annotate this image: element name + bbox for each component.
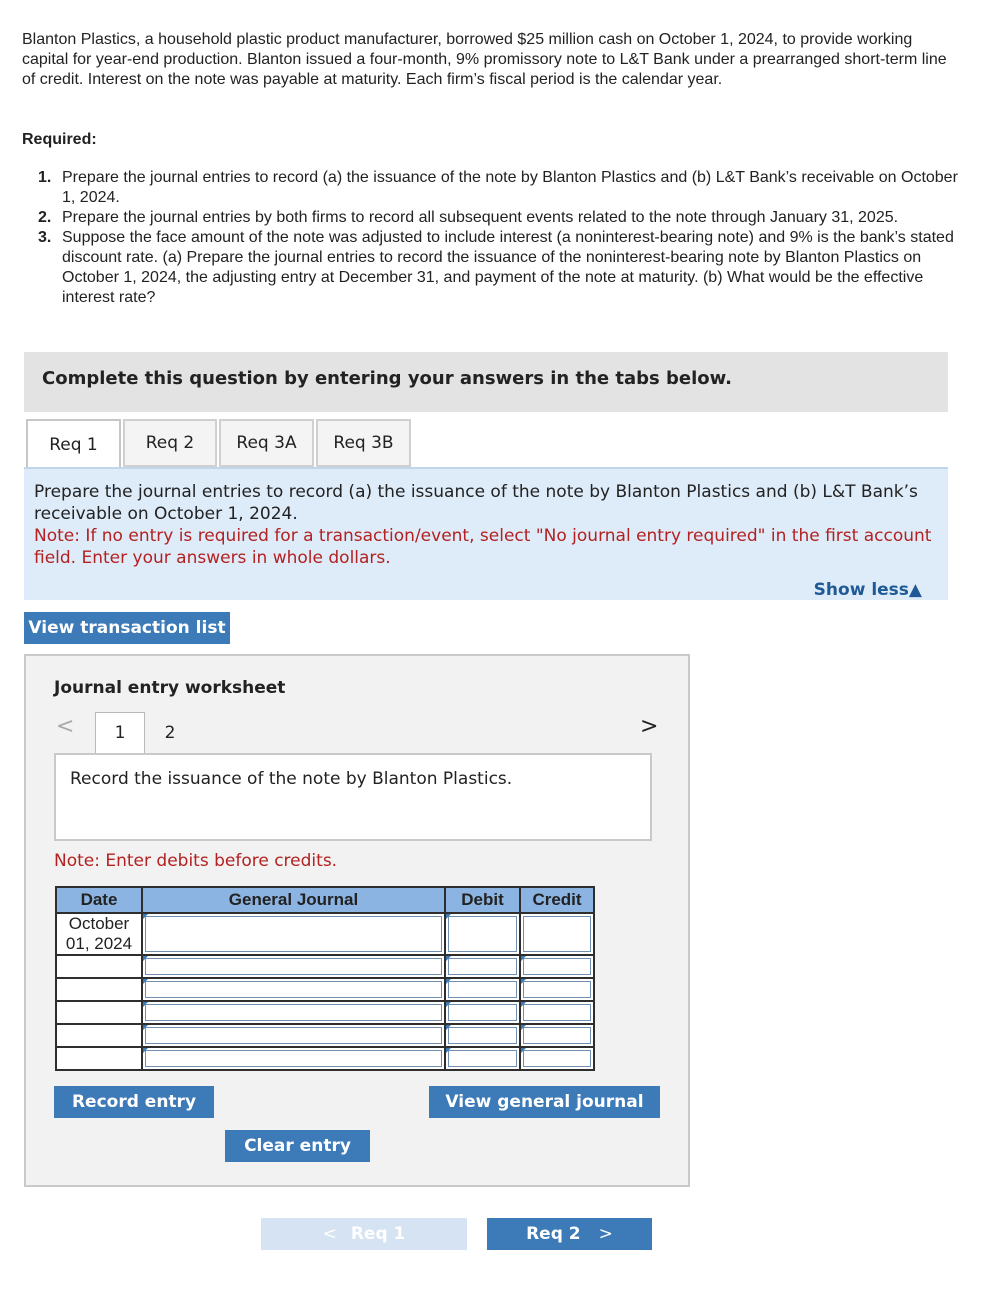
date-value: October 01, 2024 <box>65 914 133 953</box>
account-input[interactable] <box>142 1047 445 1070</box>
required-label: Required: <box>22 131 97 148</box>
debit-credit-note: Note: Enter debits before credits. <box>54 851 338 871</box>
problem-intro: Blanton Plastics, a household plastic product manufacturer, borrowed $25 million cash on October 1, 2024, to provide working capital for year-end production. Blanton issued a four-month, 9% promissory note to L&T Bank under a prearranged short-term line of credit. Interest on the note was payable at maturity. Each firm’s fiscal period is the calendar year. <box>22 31 947 88</box>
tab-req-1[interactable]: Req 1 <box>26 419 121 468</box>
journal-column-header: General Journal <box>142 887 445 913</box>
instructions-panel <box>24 467 948 600</box>
worksheet-title: Journal entry worksheet <box>54 678 286 698</box>
debit-column-header: Debit <box>445 887 520 913</box>
credit-input[interactable] <box>520 1024 594 1047</box>
instructions-text: Prepare the journal entries to record (a) the issuance of the note by Blanton Plastics and (b) L&T Bank’s receivable on October 1, 2024. <box>34 482 918 524</box>
journal-table <box>55 886 595 1071</box>
worksheet-page-1[interactable]: 1 <box>95 712 145 754</box>
table-row <box>56 955 594 978</box>
requirement-item <box>38 208 958 228</box>
requirement-text: Prepare the journal entries by both firms to record all subsequent events related to the note through January 31, 2025. <box>62 209 899 226</box>
prev-req-label: Req 1 <box>350 1224 406 1244</box>
record-entry-button[interactable]: Record entry <box>54 1086 214 1118</box>
requirement-item <box>38 168 958 208</box>
credit-input[interactable] <box>520 978 594 1001</box>
journal-header-row <box>56 887 594 913</box>
requirement-text: Suppose the face amount of the note was adjusted to include interest (a noninterest-bearing note) and 9% is the bank’s stated discount rate. (a) Prepare the journal entries to record the issuance of the noninterest-bearing note by Blanton Plastics on October 1, 2024, the adjusting entry at December 31, and payment of the note at maturity. (b) What would be the effective interest rate? <box>62 229 954 306</box>
table-row <box>56 1024 594 1047</box>
tab-req-3b[interactable]: Req 3B <box>316 419 411 467</box>
debit-input[interactable] <box>445 1001 520 1024</box>
transaction-description-text: Record the issuance of the note by Blanton Plastics. <box>70 769 513 789</box>
table-row <box>56 1047 594 1070</box>
transaction-description <box>54 753 652 841</box>
account-input[interactable] <box>142 1024 445 1047</box>
prev-req-button[interactable] <box>261 1218 467 1250</box>
credit-input[interactable] <box>520 913 594 955</box>
view-general-journal-button[interactable]: View general journal <box>429 1086 660 1118</box>
account-input[interactable] <box>142 913 445 955</box>
table-row <box>56 1001 594 1024</box>
date-cell <box>56 913 142 955</box>
date-cell <box>56 1001 142 1024</box>
credit-input[interactable] <box>520 1001 594 1024</box>
tab-req-2[interactable]: Req 2 <box>123 419 217 467</box>
next-req-label: Req 2 <box>526 1224 581 1244</box>
requirement-text: Prepare the journal entries to record (a) the issuance of the note by Blanton Plastics and (b) L&T Bank’s receivable on October 1, 2024. <box>62 169 958 206</box>
complete-banner-text: Complete this question by entering your answers in the tabs below. <box>42 368 732 389</box>
date-cell <box>56 955 142 978</box>
chevron-left-icon: < <box>322 1224 337 1244</box>
date-column-header: Date <box>56 887 142 913</box>
table-row <box>56 913 594 955</box>
next-req-button[interactable] <box>487 1218 652 1250</box>
journal-entry-worksheet <box>24 654 690 1187</box>
requirement-item <box>38 228 958 308</box>
requirement-number: 2. <box>38 209 52 226</box>
credit-input[interactable] <box>520 1047 594 1070</box>
account-input[interactable] <box>142 978 445 1001</box>
debit-input[interactable] <box>445 913 520 955</box>
requirements-list <box>38 168 958 308</box>
debit-input[interactable] <box>445 1024 520 1047</box>
account-input[interactable] <box>142 1001 445 1024</box>
view-transaction-list-button[interactable]: View transaction list <box>24 612 230 644</box>
credit-column-header: Credit <box>520 887 594 913</box>
account-input[interactable] <box>142 955 445 978</box>
requirement-number: 1. <box>38 169 52 186</box>
debit-input[interactable] <box>445 955 520 978</box>
tab-req-3a[interactable]: Req 3A <box>219 419 314 467</box>
worksheet-page-2[interactable]: 2 <box>164 723 176 743</box>
debit-input[interactable] <box>445 978 520 1001</box>
table-row <box>56 978 594 1001</box>
requirement-number: 3. <box>38 229 52 246</box>
debit-input[interactable] <box>445 1047 520 1070</box>
chevron-left-icon[interactable]: < <box>56 714 75 739</box>
date-cell <box>56 1024 142 1047</box>
instructions-note: Note: If no entry is required for a transaction/event, select "No journal entry required" in the first account field. Enter your answers in whole dollars. <box>34 526 932 568</box>
show-less-toggle[interactable]: Show less▲ <box>813 580 922 600</box>
chevron-right-icon[interactable]: > <box>640 714 659 739</box>
date-cell <box>56 978 142 1001</box>
credit-input[interactable] <box>520 955 594 978</box>
complete-banner <box>24 352 948 412</box>
date-cell <box>56 1047 142 1070</box>
chevron-right-icon: > <box>598 1224 613 1244</box>
clear-entry-button[interactable]: Clear entry <box>225 1130 370 1162</box>
